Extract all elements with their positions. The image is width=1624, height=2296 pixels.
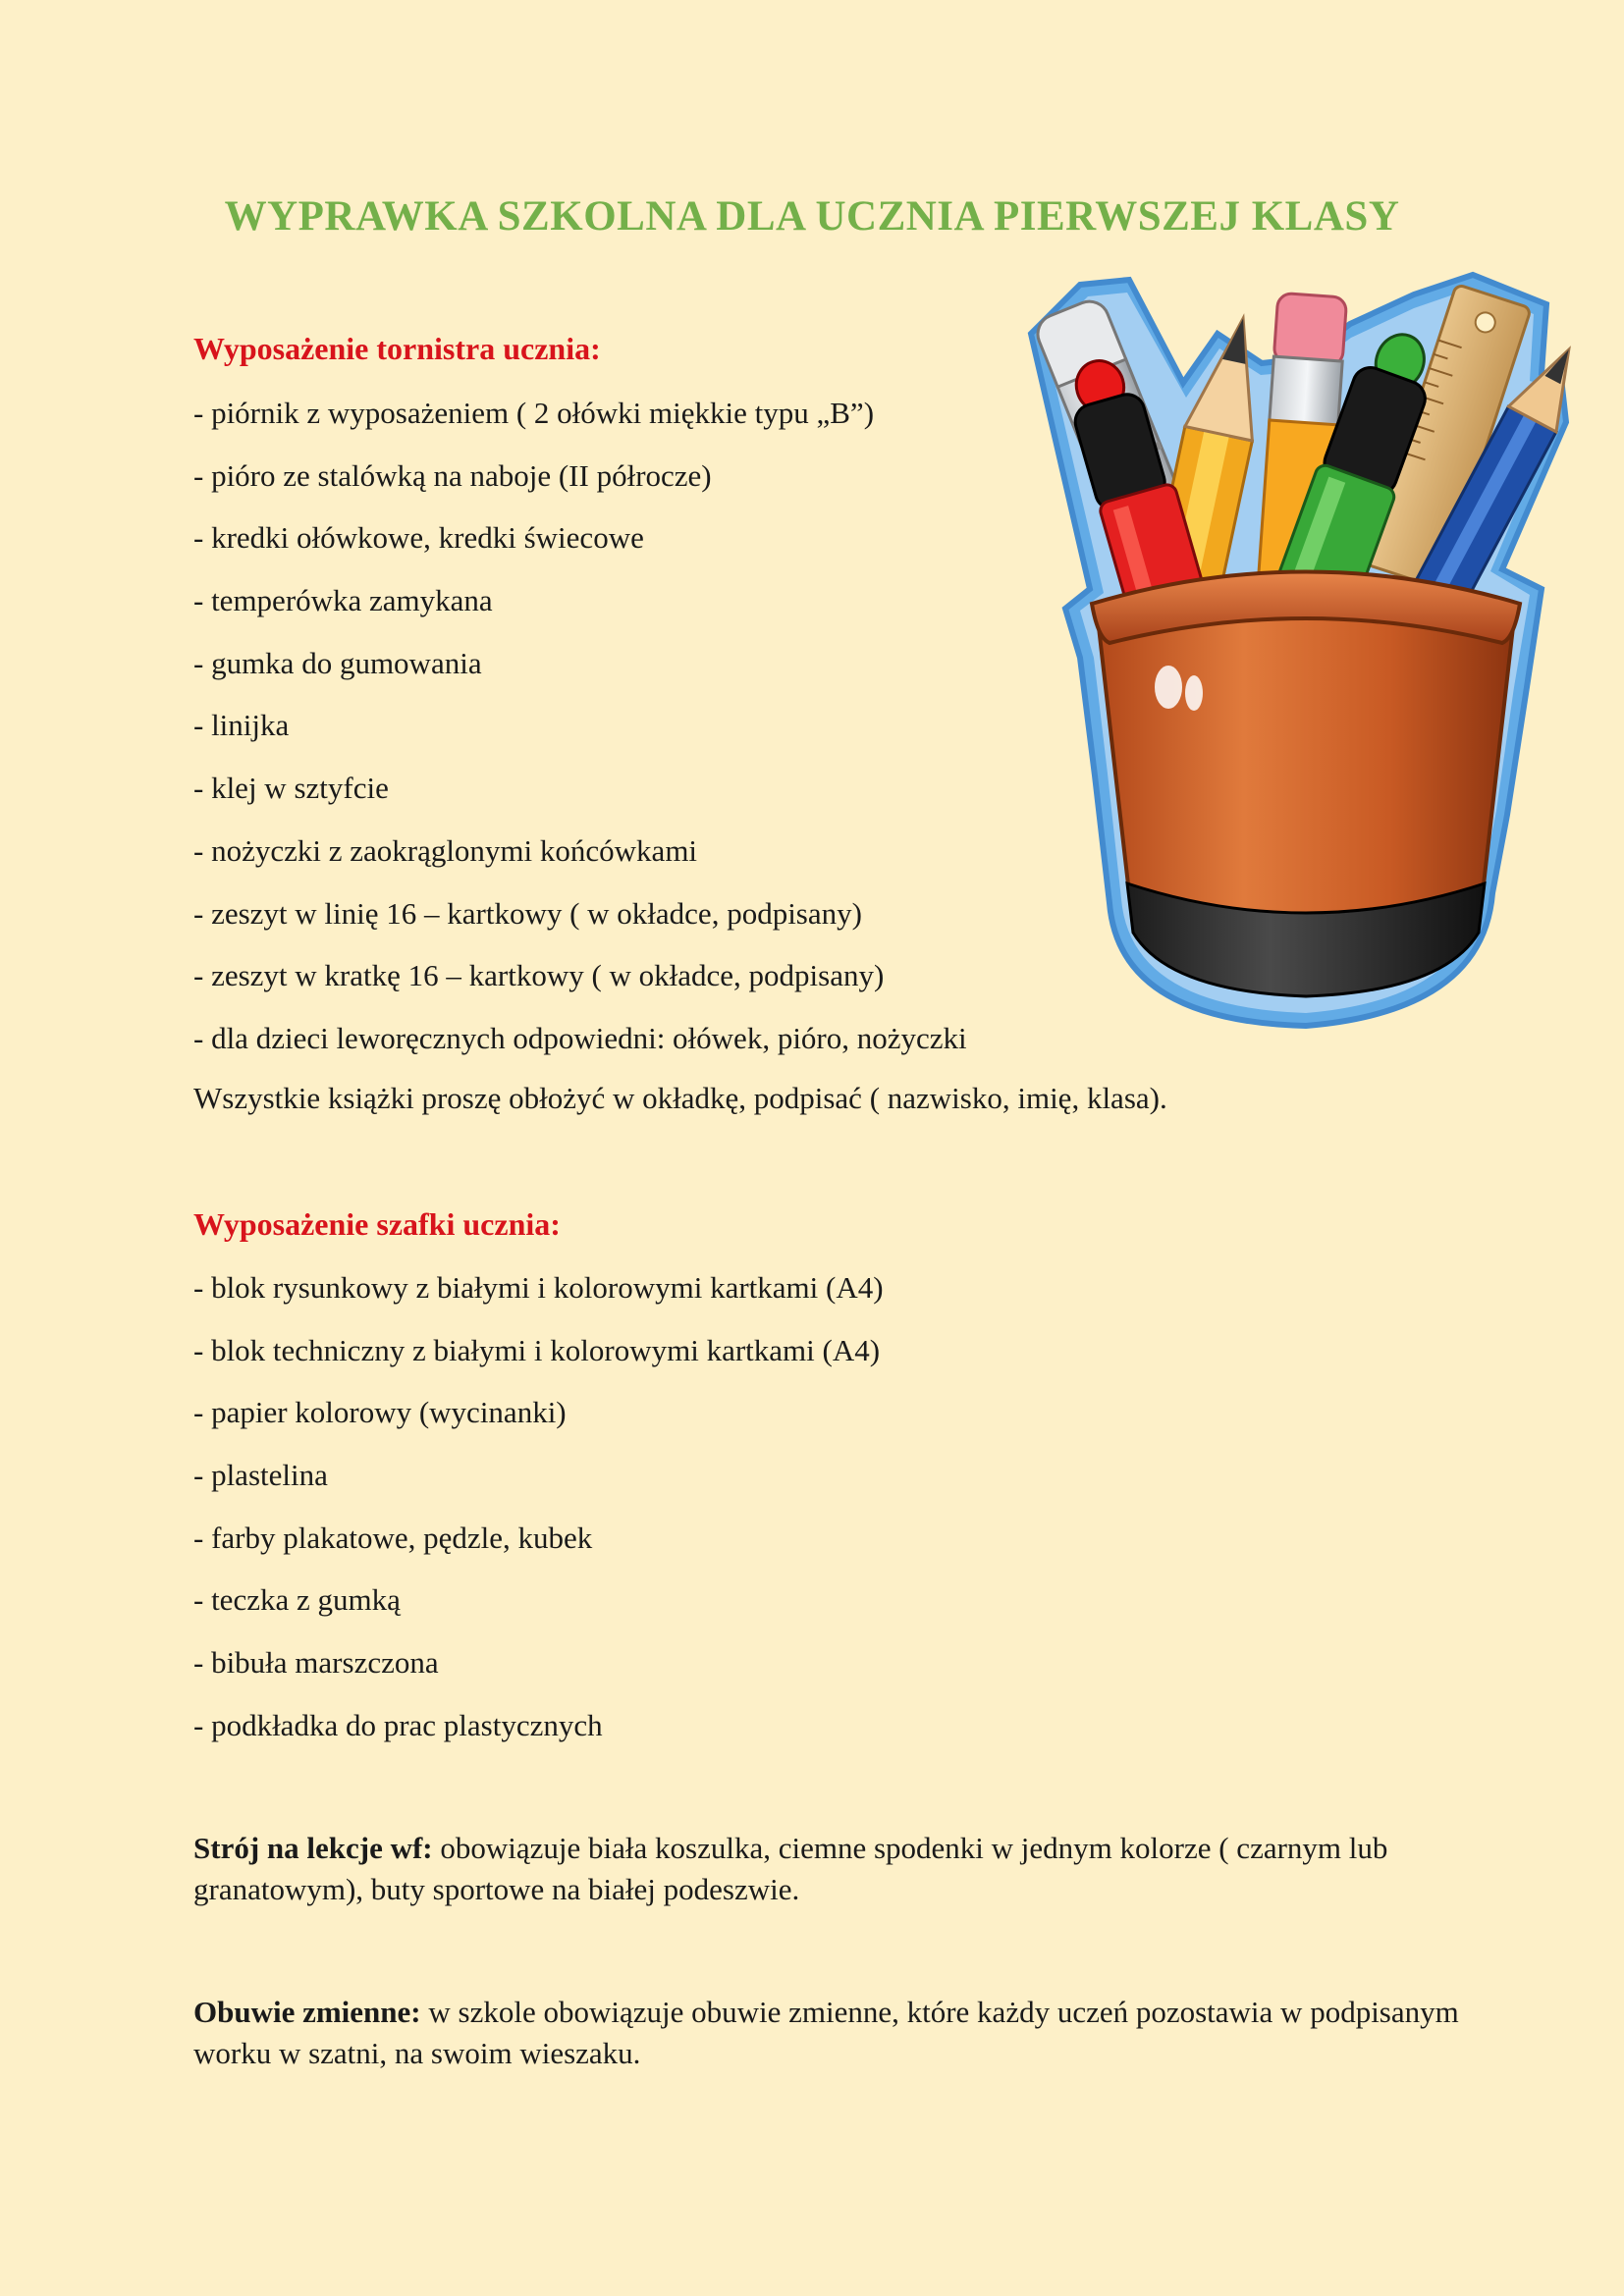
szafka-list xyxy=(193,1256,884,1757)
list-item: - linijka xyxy=(193,708,290,743)
list-item: - klej w sztyfcie xyxy=(193,771,389,806)
stroj-label: Strój na lekcje wf: xyxy=(193,1831,433,1865)
obuwie-text: w szkole obowiązuje obuwie zmienne, które każdy uczeń pozostawia w podpisanym worku w szatni, na swoim wieszaku. xyxy=(193,1995,1459,2070)
stroj-paragraph xyxy=(193,1828,1470,1910)
tornister-list xyxy=(193,382,967,1070)
list-item: - podkładka do prac plastycznych xyxy=(193,1707,603,1742)
list-item: - blok rysunkowy z białymi i kolorowymi kartkami (A4) xyxy=(193,1270,884,1305)
obuwie-label: Obuwie zmienne: xyxy=(193,1995,421,2029)
books-note: Wszystkie książki proszę obłożyć w okładkę, podpisać ( nazwisko, imię, klasa). xyxy=(193,1081,1167,1115)
list-item: - bibuła marszczona xyxy=(193,1645,439,1681)
list-item: - plastelina xyxy=(193,1458,328,1493)
stroj-text: obowiązuje biała koszulka, ciemne spodenki w jednym kolorze ( czarnym lub granatowym), buty sportowe na białej podeszwie. xyxy=(193,1831,1388,1906)
list-item: - teczka z gumką xyxy=(193,1582,401,1618)
list-item: - papier kolorowy (wycinanki) xyxy=(193,1395,567,1430)
list-item: - blok techniczny z białymi i kolorowymi kartkami (A4) xyxy=(193,1332,881,1367)
list-item: - zeszyt w linię 16 – kartkowy ( w okładce, podpisany) xyxy=(193,895,862,931)
szafka-heading: Wyposażenie szafki ucznia: xyxy=(193,1206,561,1242)
tornister-heading: Wyposażenie tornistra ucznia: xyxy=(193,331,601,366)
obuwie-paragraph xyxy=(193,1992,1470,2074)
list-item: - piórnik z wyposażeniem ( 2 ołówki miękkie typu „B”) xyxy=(193,396,875,430)
page-title: WYPRAWKA SZKOLNA DLA UCZNIA PIERWSZEJ KLASY xyxy=(224,193,1400,240)
pencil-cup-icon xyxy=(1011,265,1576,1050)
list-item: - kredki ołówkowe, kredki świecowe xyxy=(193,520,644,556)
list-item: - farby plakatowe, pędzle, kubek xyxy=(193,1520,593,1555)
list-item: - nożyczki z zaokrąglonymi końcówkami xyxy=(193,832,698,868)
list-item: - gumka do gumowania xyxy=(193,645,482,680)
list-item: - dla dzieci leworęcznych odpowiedni: ołówek, pióro, nożyczki xyxy=(193,1020,967,1055)
list-item: - zeszyt w kratkę 16 – kartkowy ( w okładce, podpisany) xyxy=(193,958,885,993)
list-item: - pióro ze stalówką na naboje (II półrocze) xyxy=(193,457,712,493)
list-item: - temperówka zamykana xyxy=(193,583,493,618)
